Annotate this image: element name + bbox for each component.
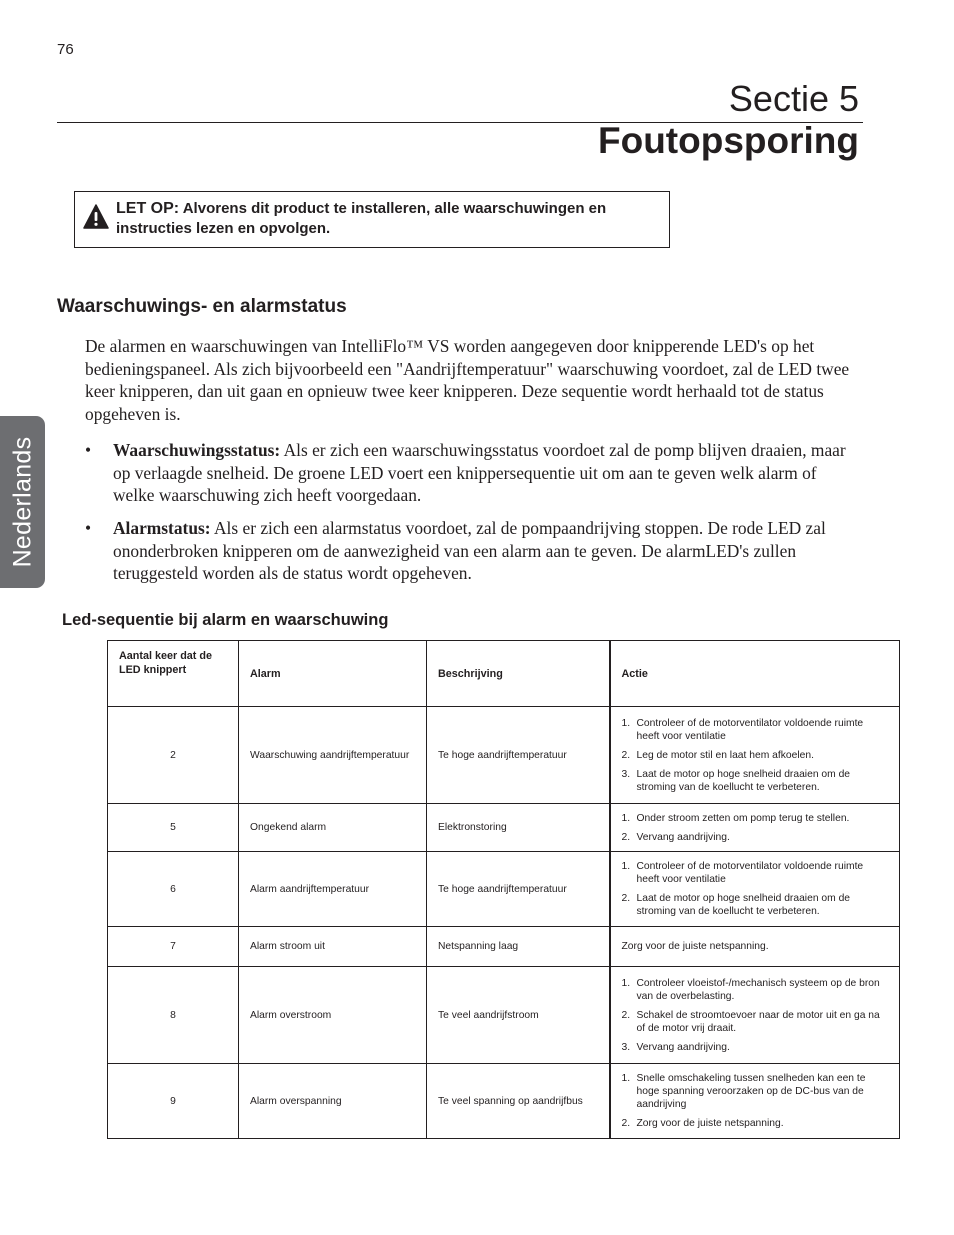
bullet-marker: • [85, 440, 92, 460]
table-row [108, 707, 900, 804]
bullet-text: Als er zich een waarschuwingsstatus voordoet zal de pomp blijven draaien, maar op verlaagde snelheid. De groene LED voert een knippersequentie uit om aan te geven welk alarm of welke waarschuwing zich heeft voorgedaan. [113, 440, 846, 505]
table-row [108, 927, 900, 967]
language-side-tab-label: Nederlands [8, 436, 36, 568]
cell-alarm: Alarm overstroom [239, 967, 427, 1064]
action-item: 3. Vervang aandrijving. [621, 1041, 730, 1053]
action-item: 2. Laat de motor op hoge snelheid draaien om de stroming van de koellucht te verbeteren. [621, 893, 851, 917]
cell-description: Te veel spanning op aandrijfbus [427, 1064, 610, 1139]
warning-triangle-icon [83, 204, 109, 230]
cell-count: 2 [108, 707, 239, 804]
cell-action [610, 804, 900, 852]
cell-action [610, 1064, 900, 1139]
section-heading: Waarschuwings- en alarmstatus [57, 296, 347, 317]
intro-paragraph: De alarmen en waarschuwingen van IntelliFlo™ VS worden aangegeven door knipperende LED's op het bedieningspaneel. Als zich bijvoorbeeld een "Aandrijftemperatuur" waarschuwing voordoet, zal de LED twee keer knipperen, dan uit gaan en opnieuw twee keer knipperen. Deze sequentie wordt herhaald tot de status opgeheven is. [85, 336, 850, 424]
action-item: 1. Snelle omschakeling tussen snelheden kan een te hoge spanning veroorzaken op de DC-bus van de aandrijving [621, 1073, 866, 1110]
chapter-title: Foutopsporing [598, 120, 859, 161]
action-item: 3. Laat de motor op hoge snelheid draaien om de stroming van de koellucht te verbeteren. [621, 768, 851, 793]
cell-description: Te veel aandrijfstroom [427, 967, 610, 1064]
cell-action [610, 852, 900, 927]
header-count: Aantal keer dat de LED knippert [108, 641, 239, 707]
caution-message: Alvorens dit product te installeren, alle waarschuwingen en instructies lezen en opvolgen. [116, 200, 607, 237]
table-row [108, 1064, 900, 1139]
bullet-marker: • [85, 518, 92, 538]
caution-label: LET OP: [116, 200, 180, 217]
bullet-label: Waarschuwingsstatus: [113, 440, 281, 460]
language-side-tab [0, 416, 45, 588]
cell-count: 6 [108, 852, 239, 927]
cell-description: Te hoge aandrijftemperatuur [427, 852, 610, 927]
cell-alarm: Alarm stroom uit [239, 927, 427, 967]
caution-box [74, 191, 670, 248]
action-item: 2. Leg de motor stil en laat hem afkoelen. [621, 749, 814, 761]
table-row [108, 852, 900, 927]
action-item: 2. Zorg voor de juiste netspanning. [621, 1118, 784, 1129]
action-item: 2. Vervang aandrijving. [621, 831, 730, 843]
table-row [108, 804, 900, 852]
cell-description: Te hoge aandrijftemperatuur [427, 707, 610, 804]
action-item: 1. Onder stroom zetten om pomp terug te stellen. [621, 812, 850, 824]
cell-description: Elektronstoring [427, 804, 610, 852]
header-alarm: Alarm [239, 641, 427, 707]
action-item: 1. Controleer vloeistof-/mechanisch systeem op de bron van de overbelasting. [621, 977, 880, 1002]
cell-alarm: Alarm aandrijftemperatuur [239, 852, 427, 927]
section-title: Sectie 5 [728, 78, 859, 119]
table-header-row [108, 641, 900, 707]
cell-alarm: Waarschuwing aandrijftemperatuur [239, 707, 427, 804]
cell-alarm: Ongekend alarm [239, 804, 427, 852]
cell-count: 9 [108, 1064, 239, 1139]
bullet-alarm-status [85, 517, 855, 585]
cell-action: Zorg voor de juiste netspanning. [610, 927, 900, 967]
header-action: Actie [610, 641, 900, 707]
cell-count: 8 [108, 967, 239, 1064]
cell-description: Netspanning laag [427, 927, 610, 967]
action-item: 1. Controleer of de motorventilator voldoende ruimte heeft voor ventilatie [621, 861, 864, 885]
cell-alarm: Alarm overspanning [239, 1064, 427, 1139]
bullet-label: Alarmstatus: [113, 518, 211, 538]
cell-count: 5 [108, 804, 239, 852]
table-heading: Led-sequentie bij alarm en waarschuwing [62, 611, 389, 629]
header-description: Beschrijving [427, 641, 610, 707]
bullet-warning-status [85, 439, 855, 507]
cell-action [610, 707, 900, 804]
page-number: 76 [57, 41, 74, 58]
action-item: 1. Controleer of de motorventilator voldoende ruimte heeft voor ventilatie [621, 717, 864, 742]
cell-count: 7 [108, 927, 239, 967]
table-row [108, 967, 900, 1064]
caution-text [116, 199, 659, 239]
action-item: 2. Schakel de stroomtoevoer naar de motor uit en ga na of de motor vrij draait. [621, 1009, 880, 1034]
cell-action [610, 967, 900, 1064]
bullet-text: Als er zich een alarmstatus voordoet, zal de pompaandrijving stoppen. De rode LED zal ononderbroken knipperen om de aanwezigheid van een alarm aan te geven. De alarmLED's zullen teruggesteld worden als de status wordt opgeheven. [113, 518, 826, 583]
led-sequence-table [107, 640, 900, 1139]
